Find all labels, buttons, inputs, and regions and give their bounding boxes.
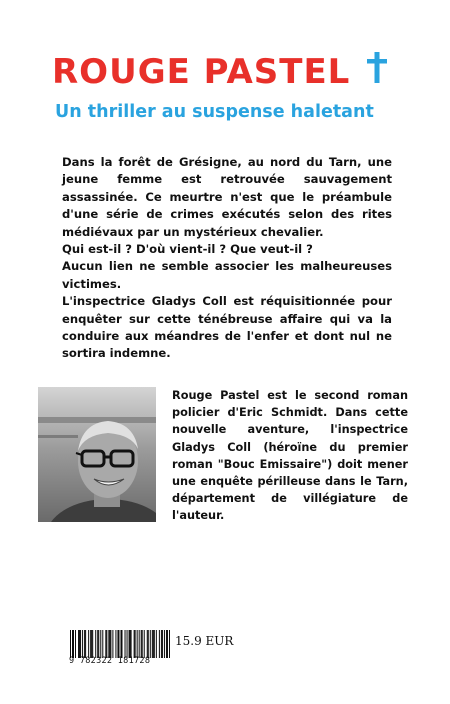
synopsis-paragraph: L'inspectrice Gladys Coll est réquisitionnée pour enquêter sur cette ténébreuse affaire qui va la conduire aux méandres de l'enfer et dont nul ne sortira indemne. [62, 294, 392, 361]
barcode-bar [110, 630, 111, 658]
book-subtitle: Un thriller au suspense haletant [55, 102, 374, 122]
barcode-bar [115, 630, 116, 658]
isbn-digits: 9 782322 181728 [69, 656, 151, 666]
barcode-bar [100, 630, 101, 658]
barcode-bar [137, 630, 138, 658]
barcode-bar [92, 630, 93, 658]
barcode-bar [134, 630, 135, 658]
author-photo [38, 387, 156, 522]
barcode-bar [129, 630, 130, 658]
barcode-bar [161, 630, 162, 658]
barcode-bar [167, 630, 168, 658]
barcode-bar [153, 630, 154, 658]
barcode [70, 630, 170, 658]
barcode-bar [102, 630, 103, 658]
barcode-bar [125, 630, 126, 658]
barcode-bar [108, 630, 109, 658]
barcode-bar [131, 630, 132, 658]
barcode-bar [148, 630, 149, 658]
barcode-bar [147, 630, 148, 658]
barcode-bar [164, 630, 165, 658]
barcode-bar [135, 630, 136, 658]
barcode-bar [112, 630, 113, 658]
barcode-bar [95, 630, 96, 658]
barcode-bar [109, 630, 110, 658]
barcode-bar [162, 630, 163, 658]
barcode-bar [79, 630, 80, 658]
synopsis [62, 154, 392, 363]
barcode-bar [142, 630, 143, 658]
barcode-bar [121, 630, 122, 658]
author-bio: Rouge Pastel est le second roman policier d'Eric Schmidt. Dans cette nouvelle aventure, l'inspectrice Gladys Coll (héroïne du premier roman "Bouc Emissaire") doit mener une enquête périlleuse dans le Tarn, département de villégiature de l'auteur. [172, 389, 408, 523]
barcode-bar [139, 630, 140, 658]
barcode-bar [118, 630, 119, 658]
barcode-bar [73, 630, 74, 658]
synopsis-paragraph: Dans la forêt de Grésigne, au nord du Tarn, une jeune femme est retrouvée sauvagement assassinée. Ce meurtre n'est que le préambule d'une série de crimes exécutés selon des rites médiévaux par un mystérieux chevalier. [62, 155, 392, 239]
barcode-bar [97, 630, 98, 658]
barcode-bar [130, 630, 131, 658]
barcode-bar [70, 630, 71, 658]
barcode-bar [91, 630, 92, 658]
barcode-bar [156, 630, 157, 658]
barcode-bar [85, 630, 86, 658]
barcode-bar [98, 630, 99, 658]
barcode-bar [78, 630, 79, 658]
barcode-bar [169, 630, 170, 658]
barcode-bar [154, 630, 155, 658]
barcode-bar [72, 630, 73, 658]
barcode-bar [127, 630, 128, 658]
barcode-bar [150, 630, 151, 658]
barcode-bar [80, 630, 81, 658]
barcode-bar [166, 630, 167, 658]
barcode-bar [88, 630, 89, 658]
barcode-bar [122, 630, 123, 658]
barcode-bar [159, 630, 160, 658]
barcode-bar [141, 630, 142, 658]
barcode-bar [82, 630, 83, 658]
barcode-bar [144, 630, 145, 658]
synopsis-paragraph: Aucun lien ne semble associer les malheureuses victimes. [62, 259, 392, 291]
barcode-bar [106, 630, 107, 658]
barcode-bar [105, 630, 106, 658]
barcode-bar [84, 630, 85, 658]
barcode-bar [152, 630, 153, 658]
barcode-bar [75, 630, 76, 658]
barcode-bar [117, 630, 118, 658]
cross-icon [366, 50, 388, 84]
synopsis-paragraph: Qui est-il ? D'où vient-il ? Que veut-il ? [62, 242, 313, 257]
book-title: ROUGE PASTEL [52, 52, 351, 92]
barcode-bar [90, 630, 91, 658]
price: 15.9 EUR [175, 634, 234, 648]
